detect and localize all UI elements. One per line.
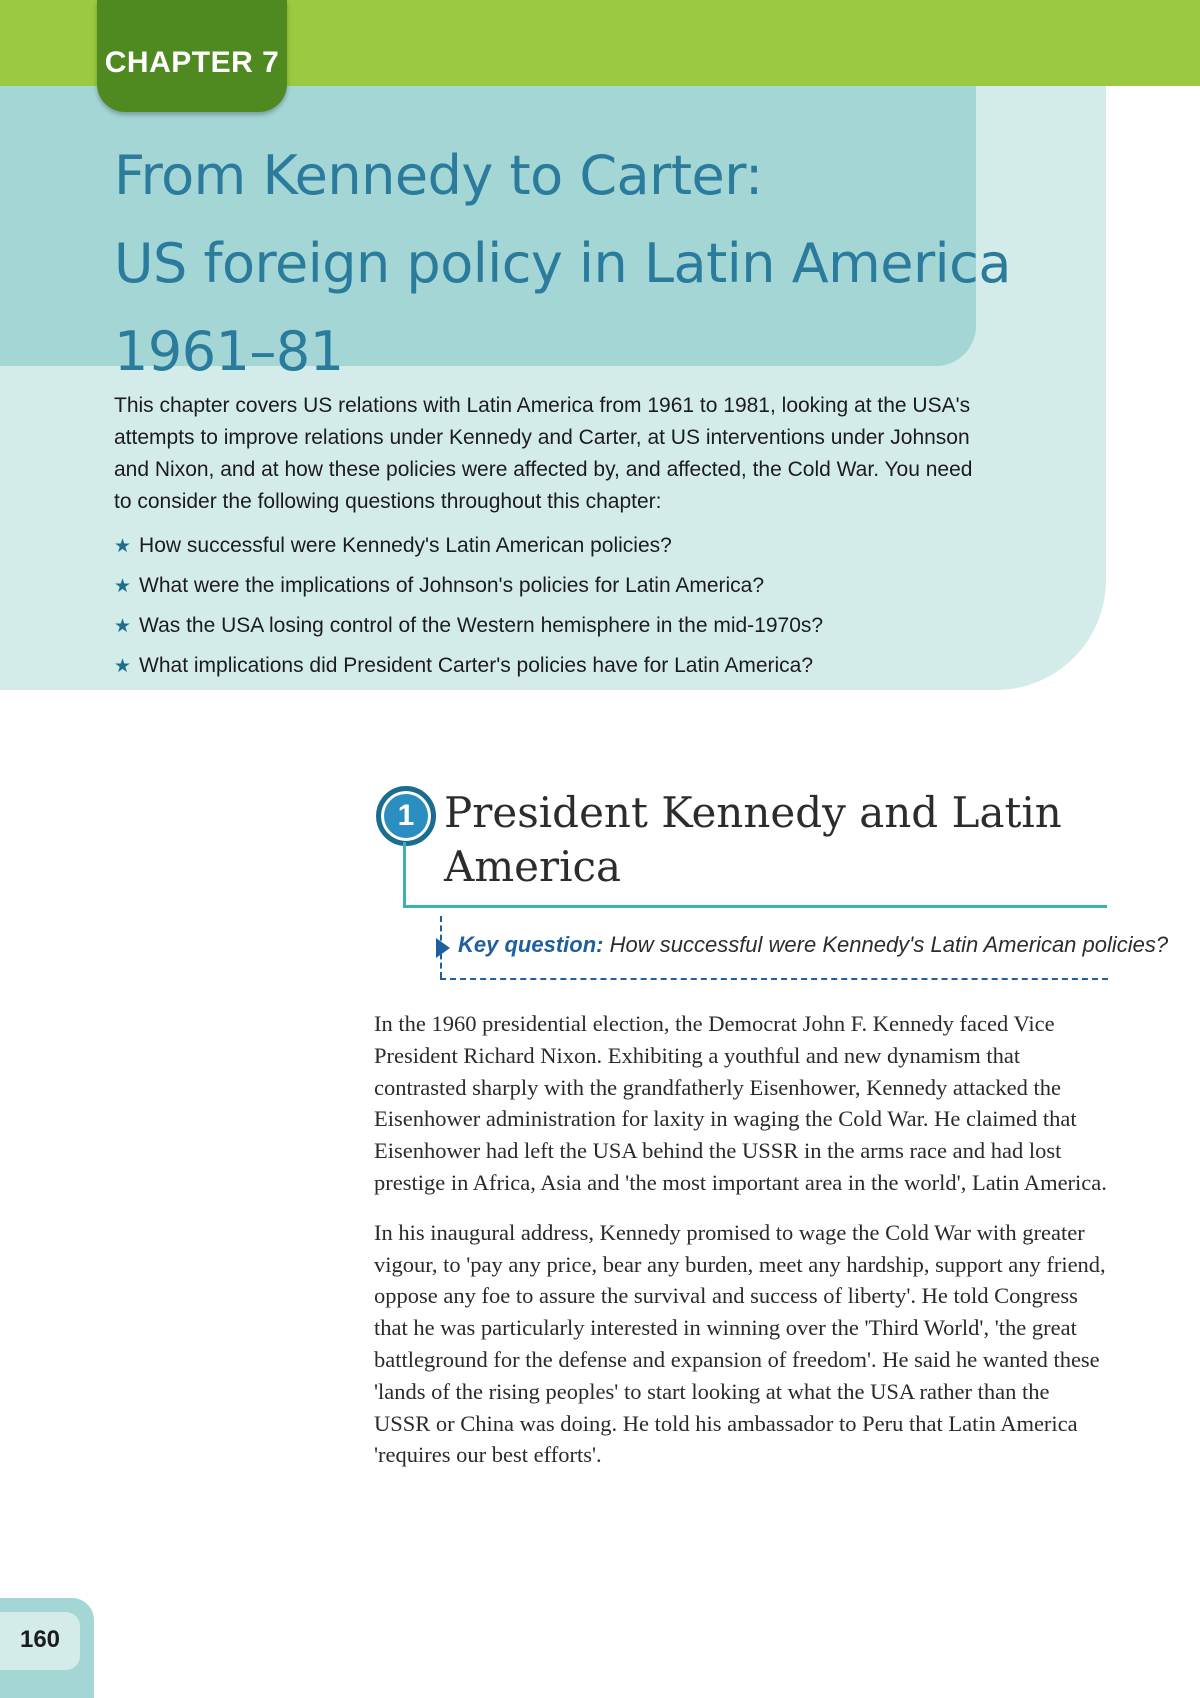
question-item: [114, 606, 994, 646]
body-paragraph: In the 1960 presidential election, the Democrat John F. Kennedy faced Vice President Richard Nixon. Exhibiting a youthful and new dynamism that contrasted sharply with the grandfatherly Eisenhower, Kennedy attacked the Eisenhower administration for laxity in waging the Cold War. He claimed that Eisenhower had left the USA behind the USSR in the arms race and had lost prestige in Africa, Asia and 'the most important area in the world', Latin America.: [374, 1011, 1107, 1195]
question-text: What implications did President Carter's policies have for Latin America?: [139, 654, 814, 677]
question-text: How successful were Kennedy's Latin American policies?: [139, 534, 672, 557]
body-text: [374, 1008, 1108, 1489]
question-text: Was the USA losing control of the Western hemisphere in the mid-1970s?: [139, 614, 824, 637]
chapter-title: [114, 132, 1011, 396]
body-paragraph: In his inaugural address, Kennedy promised to wage the Cold War with greater vigour, to 'pay any price, bear any burden, meet any hardship, support any friend, oppose any foe to assure the survival and success of liberty'. He told Congress that he was particularly interested in winning over the 'Third World', 'the great battleground for the defense and expansion of freedom'. He said he wanted these 'lands of the rising peoples' to start looking at what the USA rather than the USSR or China was doing. He told his ambassador to Peru that Latin America 'requires our best efforts'.: [374, 1219, 1106, 1468]
key-question-dashed-border-bottom: [440, 978, 1108, 980]
chapter-title-line-3: 1961–81: [114, 320, 344, 383]
star-icon: ★: [114, 536, 132, 557]
chapter-title-line-1: From Kennedy to Carter:: [114, 144, 763, 207]
chapter-intro: [114, 390, 994, 686]
star-icon: ★: [114, 616, 132, 637]
key-question-text: How successful were Kennedy's Latin American policies?: [609, 932, 1169, 957]
key-question: [458, 932, 1169, 958]
section-rule-horizontal: [403, 905, 1107, 908]
page-number: 160: [19, 1626, 61, 1653]
question-text: What were the implications of Johnson's policies for Latin America?: [139, 574, 765, 597]
chapter-tab: [97, 0, 287, 112]
question-item: [114, 526, 994, 566]
question-item: [114, 646, 994, 686]
question-item: [114, 566, 994, 606]
star-icon: ★: [114, 576, 132, 597]
section-title: President Kennedy and Latin America: [444, 788, 1062, 891]
section-number-badge: 1: [376, 786, 436, 846]
section-rule-vertical: [403, 842, 406, 908]
question-list: [114, 526, 994, 686]
chapter-title-line-2: US foreign policy in Latin America: [114, 232, 1011, 295]
chapter-label: CHAPTER 7: [104, 46, 280, 79]
right-margin: [1106, 86, 1200, 1698]
key-question-label: Key question:: [458, 932, 604, 957]
arrow-right-icon: [436, 938, 450, 958]
intro-paragraph: This chapter covers US relations with Latin America from 1961 to 1981, looking at the USA's attempts to improve relations under Kennedy and Carter, at US interventions under Johnson and Nixon, and at how these policies were affected by, and affected, the Cold War. You need to consider the following questions throughout this chapter:: [114, 394, 973, 513]
star-icon: ★: [114, 656, 132, 677]
